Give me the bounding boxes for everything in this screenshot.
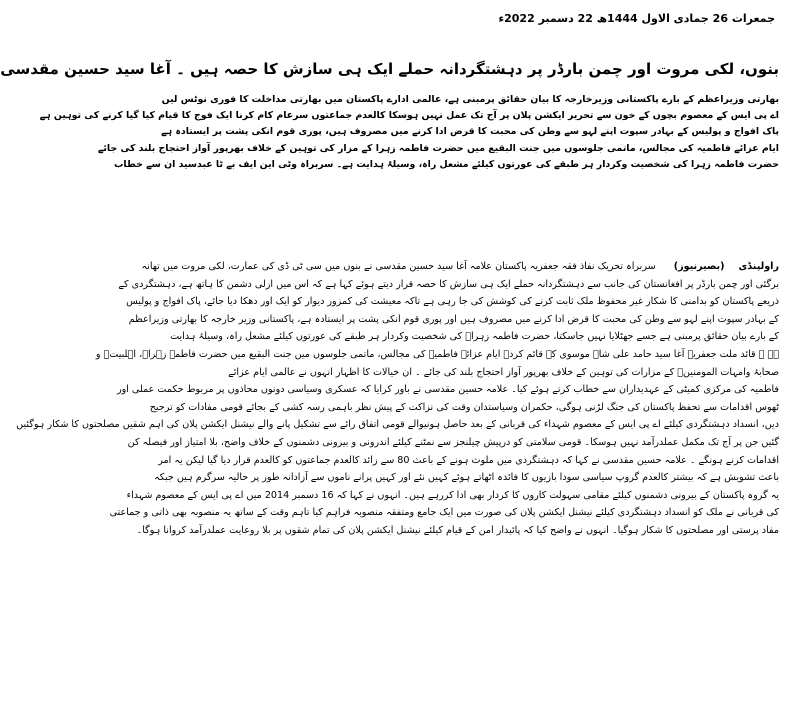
byline-agency: (بصیرنیوز)	[673, 261, 725, 272]
summary-line: اے پی ایس کے معصوم بچوں کے خون سے تحریر ایکشن پلان پر آج تک عمل نہیں ہوسکا کالعدم جماعتوں سرعام کام کرنا ایک فوج کا قیام کیا گیا کرنے کی توہین ہے	[39, 110, 779, 122]
byline	[141, 258, 779, 276]
article-lead: سربراہ تحریک نفاذ فقہ جعفریہ پاکستان علامہ آغا سید حسین مقدسی نے بنوں میں سی ٹی ڈی کی عمارت، لکی مروت میں تھانہ	[141, 261, 656, 272]
article-line: ٹھوس اقدامات سے تحفظ پاکستان کی جنگ لڑنی ہوگی، حکمران وسیاستدان وقت کی نزاکت کے پیش نظر باہمی رسہ کشی کے بجائے قومی مفادات کو ترجیح	[149, 401, 779, 413]
article-line: کے بہادر سپوت اپنے لہو سے وطن کی محبت کا قرض ادا کرنے میں مصروف ہیں اور پوری قوم انکی پشت پر ایستادہ ہے، پاکستانی وزیر خارجہ کا بھارتی وزیراعظم	[128, 313, 779, 325]
summary-line: ایام عزائے فاطمیہ کی مجالس، ماتمی جلوسوں میں جنت البقیع میں حضرت فاطمہ زہرا کے مزار کی توہین کے خلاف بھرپور آواز احتجاج بلند کی جائے	[97, 142, 779, 154]
article-line: باعث تشویش ہے کہ بیشتر کالعدم گروپ سیاسی سودا بازیوں کا فائدہ اٹھاتے ہوئے کہیں نئے اور کہیں پرانے ناموں سے آزادانہ طور پر حالیہ سرگرم ہیں جبکہ	[154, 472, 779, 484]
article-line: اقدامات کرنے ہونگے ۔ علامہ حسین مقدسی نے کہا کہ دہشتگردی میں ملوث ہونے کے باعث 80 سے زائد کالعدم جماعتوں کو کالعدم قرار دیا گیا لیکن یہ امر	[158, 454, 779, 466]
article-line: ہے ۔ قائد ملت جعفریہ آغا سید حامد علی شاہ موسوی کے قائم کردہ ایام عزائے فاطمیہ کی مجالس، ماتمی جلوسوں میں جنت البقیع میں حضرت فاطمہ زہراؑ، اہلبیتؑ و	[95, 348, 779, 360]
article-line: گئیں جن پر آج تک مکمل عملدرآمد نہیں ہوسکا۔ قومی سلامتی کو درپیش چیلنجز سے نمٹنے کیلئے اندرونی و بیرونی دشمنوں کے خلاف واضح، بلا امتیاز اور فیصلہ کن	[127, 436, 779, 448]
summary-line: بھارتی وزیراعظم کے بارے پاکستانی وزیرخارجہ کا بیان حقائق پرمبنی ہے، عالمی ادارے پاکستان میں بھارتی مداخلت کا فوری نوٹس لیں	[161, 94, 779, 105]
summary-line: پاک افواج و پولیس کے بہادر سپوت اپنے لہو سے وطن کی محبت کا قرض ادا کرنے میں مصروف ہیں، پوری قوم انکی پشت پر ایستادہ ہے	[161, 126, 779, 138]
summary-block	[39, 92, 779, 173]
dateline: جمعرات 26 جمادی الاول 1444ھ 22 دسمبر 2022ء	[498, 12, 775, 25]
article-line: کے بارے بیان حقائق پرمبنی ہے جسے جھٹلایا نہیں جاسکتا، حضرت فاطمہ زہراؑ کی شخصیت وکردار ہر طبقے کی عورتوں کیلئے مشعل راہ، وسیلۂ ہدایت	[170, 331, 779, 343]
article-line: صحابۂ وامہات المومنینؓ کے مزارات کی توہین کے خلاف بھرپور آواز احتجاج بلند کی جائے ۔ ان خیالات کا اظہار انہوں نے عالمی ایام عزائے	[228, 366, 779, 378]
article-line: برگئی اور چمن بارڈر پر افغانستان کی جانب سے دہشتگردانہ حملے ایک ہی سازش کا حصہ قرار دیتے ہوئے کہا ہے کہ اس میں ازلی دشمن کا ہاتھ ہے، دہشتگردی کے	[118, 278, 779, 290]
headline: بنوں، لکی مروت اور چمن بارڈر پر دہشتگردانہ حملے ایک ہی سازش کا حصہ ہیں ۔ آغا سید حسین مقدسی	[0, 60, 779, 78]
article-line: فاطمیہ کی مرکزی کمیٹی کے عہدیداران سے خطاب کرتے ہوئے کیا۔ علامہ حسین مقدسی نے باور کرایا کہ عسکری وسیاسی دونوں محاذوں پر مربوط حکمت عملی اور	[116, 384, 779, 396]
article-line: یہ گروہ پاکستان کے بیرونی دشمنوں کیلئے مقامی سہولت کاروں کا کردار بھی ادا کررہے ہیں۔ انہوں نے کہا کہ 16 دسمبر 2014 میں اے پی ایس کے معصوم شہداء	[126, 489, 779, 501]
article-line: ذریعے پاکستان کو بدامنی کا شکار غیر محفوظ ملک ثابت کرنے کی کوشش کی جا رہی ہے تاکہ معیشت کی کمزور دیوار کو ایک اور دھکا دیا جائے، پاک افواج و پولیس	[126, 296, 779, 308]
article-line: کی قربانی نے ملک کو انسداد دہشتگردی کیلئے نیشنل ایکشن پلان کی صورت میں ایک جامع ومتفقہ منصوبہ فراہم کیا تاہم وقت کے ساتھ یہ منصوبہ بھی ذاتی و جماعتی	[109, 507, 779, 519]
byline-city: راولپنڈی	[738, 261, 779, 272]
article-body	[16, 258, 779, 540]
article-line: دیں، انسداد دہشتگردی کیلئے اے پی ایس کے معصوم شہداء کی قربانی کے بعد حاصل ہونیوالے قومی اتفاق رائے سے تشکیل پانے والے نیشنل ایکشن پلان کی اہم شقیں مصلحتوں کا شکار ہوگئیں	[16, 419, 779, 431]
article-line: مفاد پرستی اور مصلحتوں کا شکار ہوگیا۔ انہوں نے واضح کیا کہ پائیدار امن کے قیام کیلئے نیشنل ایکشن پلان کی تمام شقوں پر بلا روعایت عملدرآمد کروانا ہوگا۔	[136, 524, 779, 536]
summary-line: حضرت فاطمہ زہرا کی شخصیت وکردار ہر طبقے کی عورتوں کیلئے مشعل راہ، وسیلۂ ہدایت ہے۔ سربراہ وٹی این ایف بے ٹا عبدسید ان سے خطاب	[114, 158, 779, 170]
